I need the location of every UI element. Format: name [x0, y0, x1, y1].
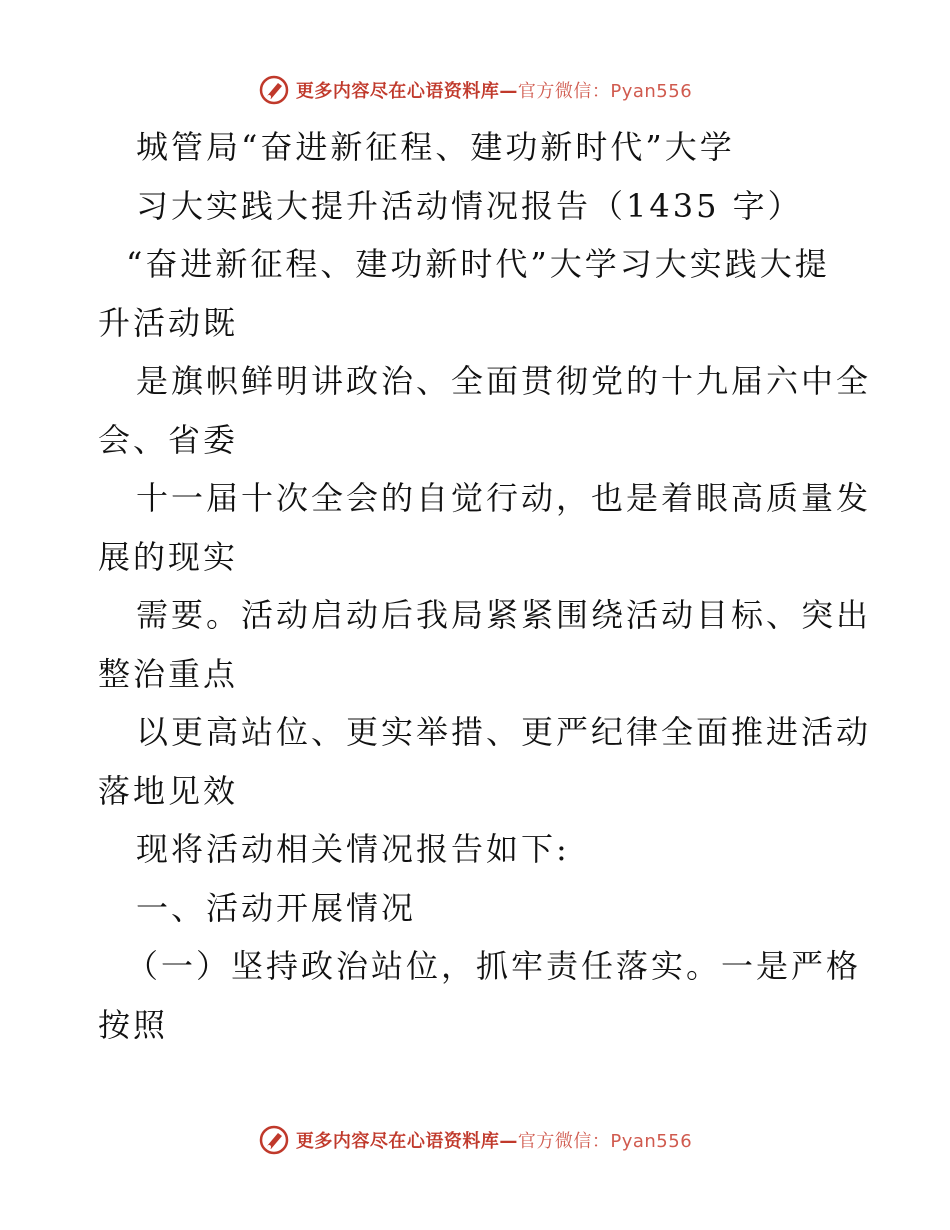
document-body [98, 118, 872, 1054]
paragraph-line: 落地见效 [98, 771, 239, 810]
paragraph-line: 整治重点 [98, 654, 239, 693]
paragraph-line: （一）坚持政治站位，抓牢责任落实。一是严格 [126, 947, 862, 985]
paragraph-line: 按照 [98, 1005, 169, 1044]
footer-watermark [0, 1120, 950, 1160]
paragraph-line: 是旗帜鲜明讲政治、全面贯彻党的十九届六中全 [136, 362, 872, 400]
paragraph-line: 升活动既 [98, 303, 239, 342]
paragraph-line: 以更高站位、更实举措、更严纪律全面推进活动 [136, 713, 872, 751]
title-line-2: 习大实践大提升活动情况报告（1435 字） [136, 186, 803, 225]
pen-seal-icon [258, 74, 290, 106]
header-watermark [0, 70, 950, 110]
paragraph-line: 会、省委 [98, 420, 239, 459]
watermark-wechat: 官方微信：Pyan556 [517, 1131, 693, 1152]
watermark-text [296, 77, 692, 103]
watermark-wechat: 官方微信：Pyan556 [517, 81, 693, 102]
title-line-1: 城管局“奋进新征程、建功新时代”大学 [136, 128, 735, 166]
paragraph-line: 展的现实 [98, 537, 239, 576]
watermark-main: 更多内容尽在心语资料库— [295, 1131, 518, 1152]
watermark-text [296, 1127, 692, 1153]
pen-seal-icon [258, 1124, 290, 1156]
watermark-main: 更多内容尽在心语资料库— [295, 81, 518, 102]
paragraph-line: 需要。活动启动后我局紧紧围绕活动目标、突出 [136, 596, 872, 634]
paragraph-line: 十一届十次全会的自觉行动，也是着眼高质量发 [136, 479, 872, 517]
paragraph-line: “奋进新征程、建功新时代”大学习大实践大提 [126, 245, 830, 283]
paragraph-line: 现将活动相关情况报告如下: [136, 830, 570, 868]
section-heading: 一、活动开展情况 [136, 888, 417, 927]
